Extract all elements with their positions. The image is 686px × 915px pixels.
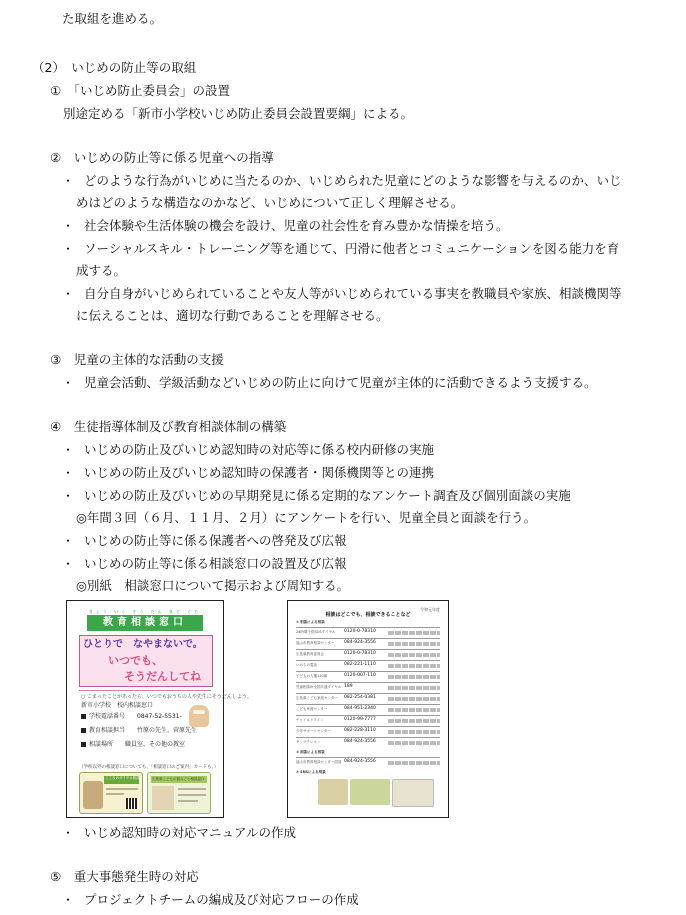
- doc-row: [296, 704, 440, 715]
- bullet: ・: [62, 466, 75, 480]
- text-line: ◎別紙 相談窓口について掲示および周知する。: [76, 578, 350, 593]
- text-line: 別途定める「新市小学校いじめ防止委員会設置要綱」による。: [63, 106, 414, 121]
- poster-slogan-line: ひとりで なやまないで。: [83, 639, 203, 650]
- subsection-heading: ② いじめの防止等に係る児童への指導: [50, 150, 274, 165]
- doc-row-note: [388, 664, 440, 668]
- doc-row: [296, 627, 440, 638]
- doc-row: [296, 660, 440, 671]
- bullet: ・: [62, 287, 75, 301]
- poster-title: 教育相談窓口: [87, 615, 203, 631]
- bullet: ・: [62, 893, 75, 907]
- doc-row-note: [388, 642, 440, 646]
- doc-row-phone: 082-221-1110: [344, 662, 376, 667]
- text-line: いじめの防止及びいじめ認知時の対応等に係る校内研修の実施: [84, 442, 435, 457]
- doc-row-name: こども家庭センター: [296, 707, 328, 711]
- card-illustration: [152, 786, 174, 810]
- doc-section: ① 相談による相談: [296, 620, 325, 624]
- subsection-heading: ⑤ 重大事態発生時の対応: [50, 869, 199, 884]
- doc-thumbnail: [318, 779, 348, 805]
- doc-row-phone: 084-924-3556: [344, 739, 376, 744]
- bullet: ・: [62, 489, 75, 503]
- doc-row-note: [388, 686, 440, 690]
- hotline-card: [147, 772, 211, 814]
- text-line: いじめの防止及びいじめの早期発見に係る定期的なアンケート調査及び個別面談の実施: [84, 488, 571, 503]
- doc-row-note: [388, 631, 440, 635]
- text-line: めはどのような構造なのかなど、いじめについて正しく理解させる。: [76, 195, 464, 210]
- doc-date: 令和元年度: [420, 607, 440, 612]
- poster-item: 学校電話番号 0847-52-5531-: [81, 712, 182, 721]
- poster-item: 相談場所 職員室、その他の教室: [81, 740, 185, 749]
- doc-row-note: [388, 708, 440, 712]
- doc-row-name: 福山市教育相談センター: [296, 641, 335, 645]
- doc-row-note: [388, 730, 440, 734]
- card-text-line: [106, 793, 124, 795]
- consultation-poster-image: [66, 600, 252, 818]
- doc-row-name: 24時間子供SOSダイヤル: [296, 630, 336, 634]
- doc-row-name: いのちの電話: [296, 663, 317, 667]
- doc-row-name: 子どもの人権110番: [296, 674, 328, 678]
- doc-row-name: 福山市教育相談センター面談: [296, 760, 342, 764]
- text-line: どのような行為がいじめに当たるのか、いじめられた児童にどのような影響を与えるのか、いじ: [84, 173, 622, 188]
- doc-row-note: [388, 761, 440, 765]
- card-text-line: [178, 788, 206, 790]
- doc-row: [296, 757, 440, 768]
- poster-slogan-line: いつでも、: [108, 654, 163, 667]
- text-line: 社会体験や生活体験の機会を設け、児童の社会性を育み豊かな情操を培う。: [84, 218, 509, 233]
- mascot-detail: [193, 710, 205, 714]
- doc-row: [296, 737, 440, 748]
- doc-row: [296, 682, 440, 693]
- text-line: 自分自身がいじめられていることや友人等がいじめられている事実を教職員や家族、相談機関等: [84, 286, 622, 301]
- bullet: ・: [62, 557, 75, 571]
- mascot-illustration: [189, 705, 209, 727]
- doc-row: [296, 693, 440, 704]
- text-line: いじめの防止等に係る保護者への啓発及び広報: [84, 533, 347, 548]
- card-illustration: [83, 781, 103, 809]
- bullet: ・: [62, 376, 75, 390]
- doc-row-phone: 0120-0-78310: [344, 629, 376, 634]
- doc-row: [296, 649, 440, 660]
- card-label: 広島県こどもの悩みごと相談窓口: [152, 777, 205, 781]
- text-line: いじめ認知時の対応マニュアルの作成: [84, 825, 297, 840]
- card-text-line: [106, 788, 138, 790]
- subsection-heading: ④ 生徒指導体制及び教育相談体制の構築: [50, 419, 287, 434]
- qr-code-icon: [126, 798, 137, 809]
- doc-row: [296, 715, 440, 726]
- bullet: ・: [62, 443, 75, 457]
- doc-row-phone: 0120-007-110: [344, 673, 376, 678]
- doc-row-phone: 084-924-3556: [344, 640, 376, 645]
- text-line: ソーシャルスキル・トレーニング等を通じて、円滑に他者とコミュニケーションを図る能力を育: [84, 241, 620, 256]
- doc-row-name: 広島県こども家庭センター: [296, 696, 338, 700]
- text-line: 成する。: [76, 263, 127, 278]
- doc-row-phone: 189: [344, 684, 353, 689]
- bullet: ・: [62, 174, 75, 188]
- card-text-line: [178, 800, 198, 802]
- bullet: ・: [62, 219, 75, 233]
- doc-row: [296, 638, 440, 649]
- card-text-line: [178, 794, 206, 796]
- divider: [79, 690, 211, 691]
- text-line: いじめの防止等に係る相談窓口の設置及び広報: [84, 556, 347, 571]
- poster-subtext: ○ こまったことがあったら、いつでもおうちの人や先生にそうだんしよう。: [81, 694, 252, 700]
- doc-thumbnail: [350, 779, 390, 805]
- subsection-heading: ③ 児童の主体的な活動の支援: [50, 352, 224, 367]
- text-line: いじめの防止及びいじめ認知時の保護者・関係機関等との連携: [84, 465, 435, 480]
- doc-row: [296, 671, 440, 682]
- doc-row-phone: 084-951-2340: [344, 706, 376, 711]
- doc-row-name: 広島県教育委員会: [296, 652, 324, 656]
- doc-row-phone: 0120-99-7777: [344, 717, 376, 722]
- poster-ruby: きょう いく そう だん まど ぐち: [88, 609, 202, 614]
- doc-row-name: 少年サポートセンター: [296, 729, 331, 733]
- doc-row-note: [388, 697, 440, 701]
- bullet: ・: [62, 242, 75, 256]
- doc-section: ③ SNSによる相談: [296, 770, 326, 774]
- poster-bottom-note: （学校以外の相談窓口についても、「相談窓口のご案内」カードも、）: [79, 765, 219, 770]
- doc-row-name: 児童相談所全国共通ダイヤル: [296, 685, 342, 689]
- hotline-card: [79, 772, 143, 814]
- doc-row-name: チャイルドライン: [296, 718, 324, 722]
- doc-row-note: [388, 719, 440, 723]
- poster-slogan-box: [79, 635, 213, 687]
- section-heading: （2） いじめの防止等の取組: [32, 60, 197, 75]
- doc-row-note: [388, 741, 440, 745]
- bullet: ・: [62, 826, 75, 840]
- bullet: ・: [62, 534, 75, 548]
- doc-row-phone: 0120-0-78310: [344, 651, 376, 656]
- text-line: た取組を進める。: [62, 11, 163, 26]
- text-line: ◎年間３回（６月、１１月、２月）にアンケートを行い、児童全員と面談を行う。: [76, 510, 537, 525]
- doc-row-note: [388, 675, 440, 679]
- consultation-list-image: [287, 600, 449, 818]
- subsection-heading: ① 「いじめ防止委員会」の設置: [50, 83, 230, 98]
- doc-row-name: ヤングテレホン: [296, 740, 321, 744]
- card-label: こころのダイヤル相談: [105, 776, 140, 780]
- doc-row-phone: 082-254-0381: [344, 695, 376, 700]
- doc-row-note: [388, 653, 440, 657]
- text-line: 児童会活動、学級活動などいじめの防止に向けて児童が主体的に活動できるよう支援する。: [84, 375, 597, 390]
- doc-row-phone: 084-924-3556: [344, 759, 376, 764]
- poster-item: 教育相談担当 竹原の先生、菅原先生: [81, 726, 197, 735]
- poster-slogan-line: そうだんしてね: [124, 670, 201, 683]
- doc-thumbnail: [392, 779, 434, 807]
- doc-title: 相談はどこでも、相談できることなど: [325, 612, 411, 618]
- doc-section: ② 面談による相談: [296, 750, 325, 754]
- text-line: に伝えることは、適切な行動であることを理解させる。: [76, 308, 389, 323]
- text-line: プロジェクトチームの編成及び対応フローの作成: [84, 892, 359, 907]
- doc-row: [296, 726, 440, 737]
- poster-org: 新市小学校 校内相談窓口: [81, 702, 154, 709]
- doc-row-phone: 082-228-3110: [344, 728, 376, 733]
